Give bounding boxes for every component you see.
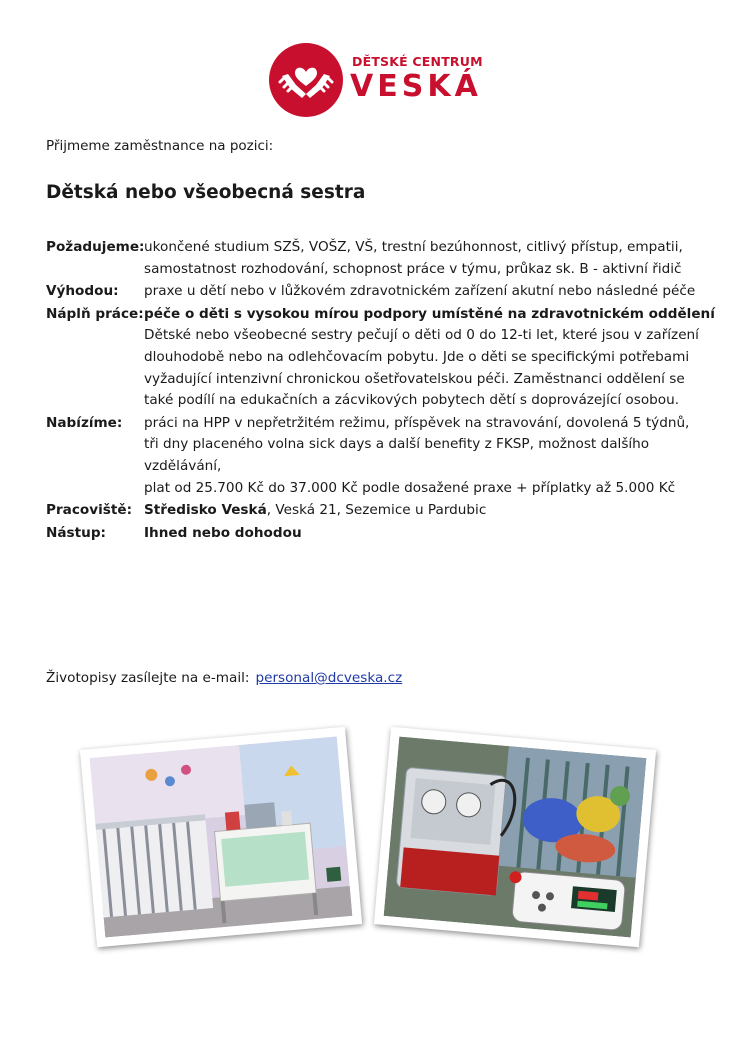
start-label: Nástup:	[46, 524, 106, 541]
contact-text: Životopisy zasílejte na e-mail:	[46, 670, 250, 686]
offer-label: Nabízíme:	[46, 414, 123, 431]
logo	[268, 42, 482, 118]
start-row	[46, 523, 706, 545]
advantage-label: Výhodou:	[46, 283, 119, 300]
hands-heart-logo-icon	[268, 42, 344, 118]
job-details	[46, 237, 715, 545]
workplace-label: Pracoviště:	[46, 502, 133, 519]
intro-text: Přijmeme zaměstnance na pozici:	[46, 138, 274, 154]
job-content-value	[144, 304, 715, 412]
job-content-label: Náplň práce:	[46, 305, 144, 322]
offer-value	[144, 413, 706, 499]
requirements-value: ukončené studium SZŠ, VOŠZ, VŠ, trestní bezúhonnost, citlivý přístup, empatii, samostatnost rozhodování, schopnost práce v týmu, průkaz sk. B - aktivní řidič	[144, 239, 683, 277]
workplace-address: , Veská 21, Sezemice u Pardubic	[266, 502, 487, 519]
medical-equipment-photo	[384, 737, 647, 938]
offer-line: plat od 25.700 Kč do 37.000 Kč podle dosažené praxe + příplatky až 5.000 Kč	[144, 479, 676, 496]
job-content-row	[46, 304, 715, 412]
offer-row	[46, 413, 706, 499]
job-content-headline: péče o děti s vysokou mírou podpory umístěné na zdravotnickém oddělení	[144, 305, 715, 322]
workplace-row	[46, 500, 706, 522]
advantage-row	[46, 281, 706, 303]
workplace-name: Středisko Veská	[144, 502, 267, 519]
advantage-value: praxe u dětí nebo v lůžkovém zdravotnickém zařízení akutní nebo následné péče	[144, 283, 696, 300]
logo-title: VESKÁ	[350, 69, 482, 104]
email-link[interactable]: personal@dcveska.cz	[255, 670, 403, 686]
hospital-room-photo-frame	[80, 727, 362, 947]
requirements-row	[46, 237, 706, 280]
hospital-room-photo	[90, 737, 353, 938]
offer-line: práci na HPP v nepřetržitém režimu, příspěvek na stravování, dovolená 5 týdnů,	[144, 414, 690, 431]
workplace-value	[144, 500, 706, 522]
logo-subtitle: DĚTSKÉ CENTRUM	[352, 54, 483, 69]
offer-line: tři dny placeného volna sick days a další benefity z FKSP, možnost dalšího vzdělávání,	[144, 436, 650, 474]
start-value: Ihned nebo dohodou	[144, 524, 302, 541]
medical-equipment-photo-frame	[374, 727, 656, 947]
job-title: Dětská nebo všeobecná sestra	[46, 182, 366, 203]
requirements-label: Požadujeme:	[46, 239, 145, 255]
job-content-description: Dětské nebo všeobecné sestry pečují o děti od 0 do 12-ti let, které jsou v zařízení dlouhodobě nebo na odlehčovacím pobytu. Jde o děti se specifickými potřebami vyžadující intenzivní chronickou ošetřovatelskou péči. Zaměstnanci oddělení se také podílí na edukačních a zácvikových pobytech dětí s doprovázející osobou.	[144, 327, 699, 409]
contact-line	[46, 670, 402, 686]
